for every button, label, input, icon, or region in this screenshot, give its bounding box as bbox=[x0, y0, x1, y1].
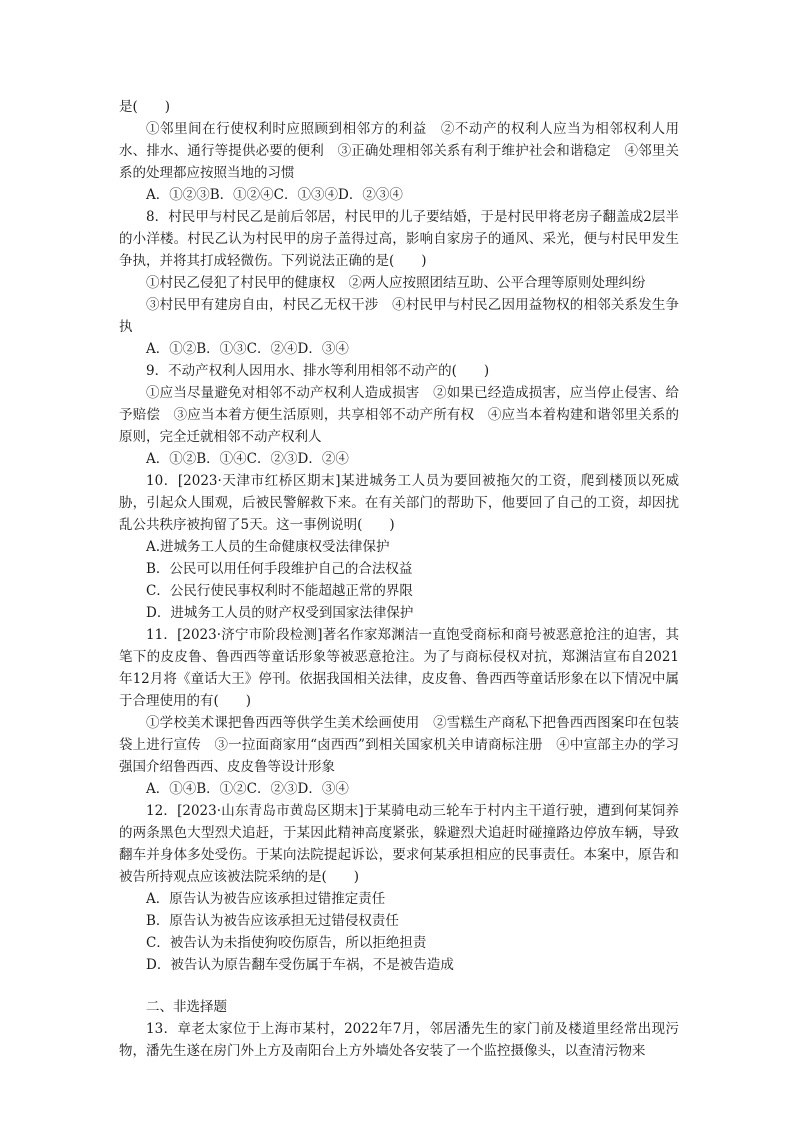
q9-statements: ①应当尽量避免对相邻不动产权利人造成损害 ②如果已经造成损害，应当停止侵害、给予赔偿 ③应当本着方便生活原则，共享相邻不动产所有权 ④应当本着构建和谐邻里关系的原则，完全迁就相邻不动产权利人 bbox=[119, 385, 679, 445]
q7-stem-tail: 是( ) bbox=[119, 99, 171, 115]
section-heading-nonchoice: 二、非选择题 bbox=[146, 999, 227, 1015]
q8-options: A．①②B．①③C．②④D．③④ bbox=[146, 341, 349, 357]
q12-option-b: B．原告认为被告应该承担无过错侵权责任 bbox=[146, 913, 399, 929]
q12-option-d: D．被告认为原告翻车受伤属于车祸，不是被告造成 bbox=[146, 957, 454, 973]
q13-stem: 13．章老太家位于上海市某村，2022年7月，邻居潘先生的家门前及楼道里经常出现污物，潘先生遂在房门外上方及南阳台上方外墙处各安装了一个监控摄像头，以查清污物来 bbox=[119, 1021, 679, 1059]
q11-options: A．①④B．①②C．②③D．③④ bbox=[146, 781, 349, 797]
q7-options: A．①②③B．①②④C．①③④D．②③④ bbox=[146, 187, 403, 203]
q8-stem: 8．村民甲与村民乙是前后邻居，村民甲的儿子要结婚，于是村民甲将老房子翻盖成2层半的小洋楼。村民乙认为村民甲的房子盖得过高，影响自家房子的通风、采光，便与村民甲发生争执，并将其打成轻微伤。下列说法正确的是( ) bbox=[119, 209, 679, 269]
q9-stem: 9．不动产权利人因用水、排水等利用相邻不动产的( ) bbox=[146, 363, 490, 379]
q10-option-b: B．公民可以用任何手段维护自己的合法权益 bbox=[146, 561, 413, 577]
q11-stem: 11．[2023·济宁市阶段检测]著名作家郑渊洁一直饱受商标和商号被恶意抢注的迫害，其笔下的皮皮鲁、鲁西西等童话形象等被恶意抢注。为了与商标侵权对抗，郑渊洁宣布自2021年12月将《童话大王》停刊。依据我国相关法律，皮皮鲁、鲁西西等童话形象在以下情况中属于合理使用的有( ) bbox=[119, 627, 679, 709]
q12-option-c: C．被告认为未指使狗咬伤原告，所以拒绝担责 bbox=[146, 935, 427, 951]
q12-stem: 12．[2023·山东青岛市黄岛区期末]于某骑电动三轮车于村内主干道行驶，遭到何某饲养的两条黑色大型烈犬追赶，于某因此精神高度紧张，躲避烈犬追赶时碰撞路边停放车辆，导致翻车并身体多处受伤。于某向法院提起诉讼，要求何某承担相应的民事责任。本案中，原告和被告所持观点应该被法院采纳的是( ) bbox=[119, 803, 679, 885]
document-body bbox=[119, 96, 679, 1062]
q10-option-d: D．进城务工人员的财产权受到国家法律保护 bbox=[146, 605, 414, 621]
q10-stem: 10．[2023·天津市红桥区期末]某进城务工人员为要回被拖欠的工资，爬到楼顶以死威胁，引起众人围观，后被民警解救下来。在有关部门的帮助下，他要回了自己的工资，却因扰乱公共秩序被拘留了5天。这一事例说明( ) bbox=[119, 473, 679, 533]
q9-options: A．①②B．①④C．②③D．②④ bbox=[146, 451, 349, 467]
q10-option-c: C．公民行使民事权利时不能超越正常的界限 bbox=[146, 583, 413, 599]
section-spacer bbox=[119, 976, 679, 996]
q10-option-a: A.进城务工人员的生命健康权受法律保护 bbox=[146, 539, 390, 555]
q12-option-a: A．原告认为被告应该承担过错推定责任 bbox=[146, 891, 386, 907]
q11-statements: ①学校美术课把鲁西西等供学生美术绘画使用 ②雪糕生产商私下把鲁西西图案印在包装袋上进行宣传 ③一拉面商家用“卤西西”到相关国家机关申请商标注册 ④中宣部主办的学习强国介绍鲁西西、皮皮鲁等设计形象 bbox=[119, 715, 679, 775]
q8-statement-2: ③村民甲有建房自由，村民乙无权干涉 ④村民甲与村民乙因用益物权的相邻关系发生争执 bbox=[119, 297, 679, 335]
q8-statement-1: ①村民乙侵犯了村民甲的健康权 ②两人应按照团结互助、公平合理等原则处理纠纷 bbox=[146, 275, 646, 291]
q7-statements: ①邻里间在行使权利时应照顾到相邻方的利益 ②不动产的权利人应当为相邻权利人用水、排水、通行等提供必要的便利 ③正确处理相邻关系有利于维护社会和谐稳定 ④邻里关系的处理都应按照当地的习惯 bbox=[119, 121, 679, 181]
